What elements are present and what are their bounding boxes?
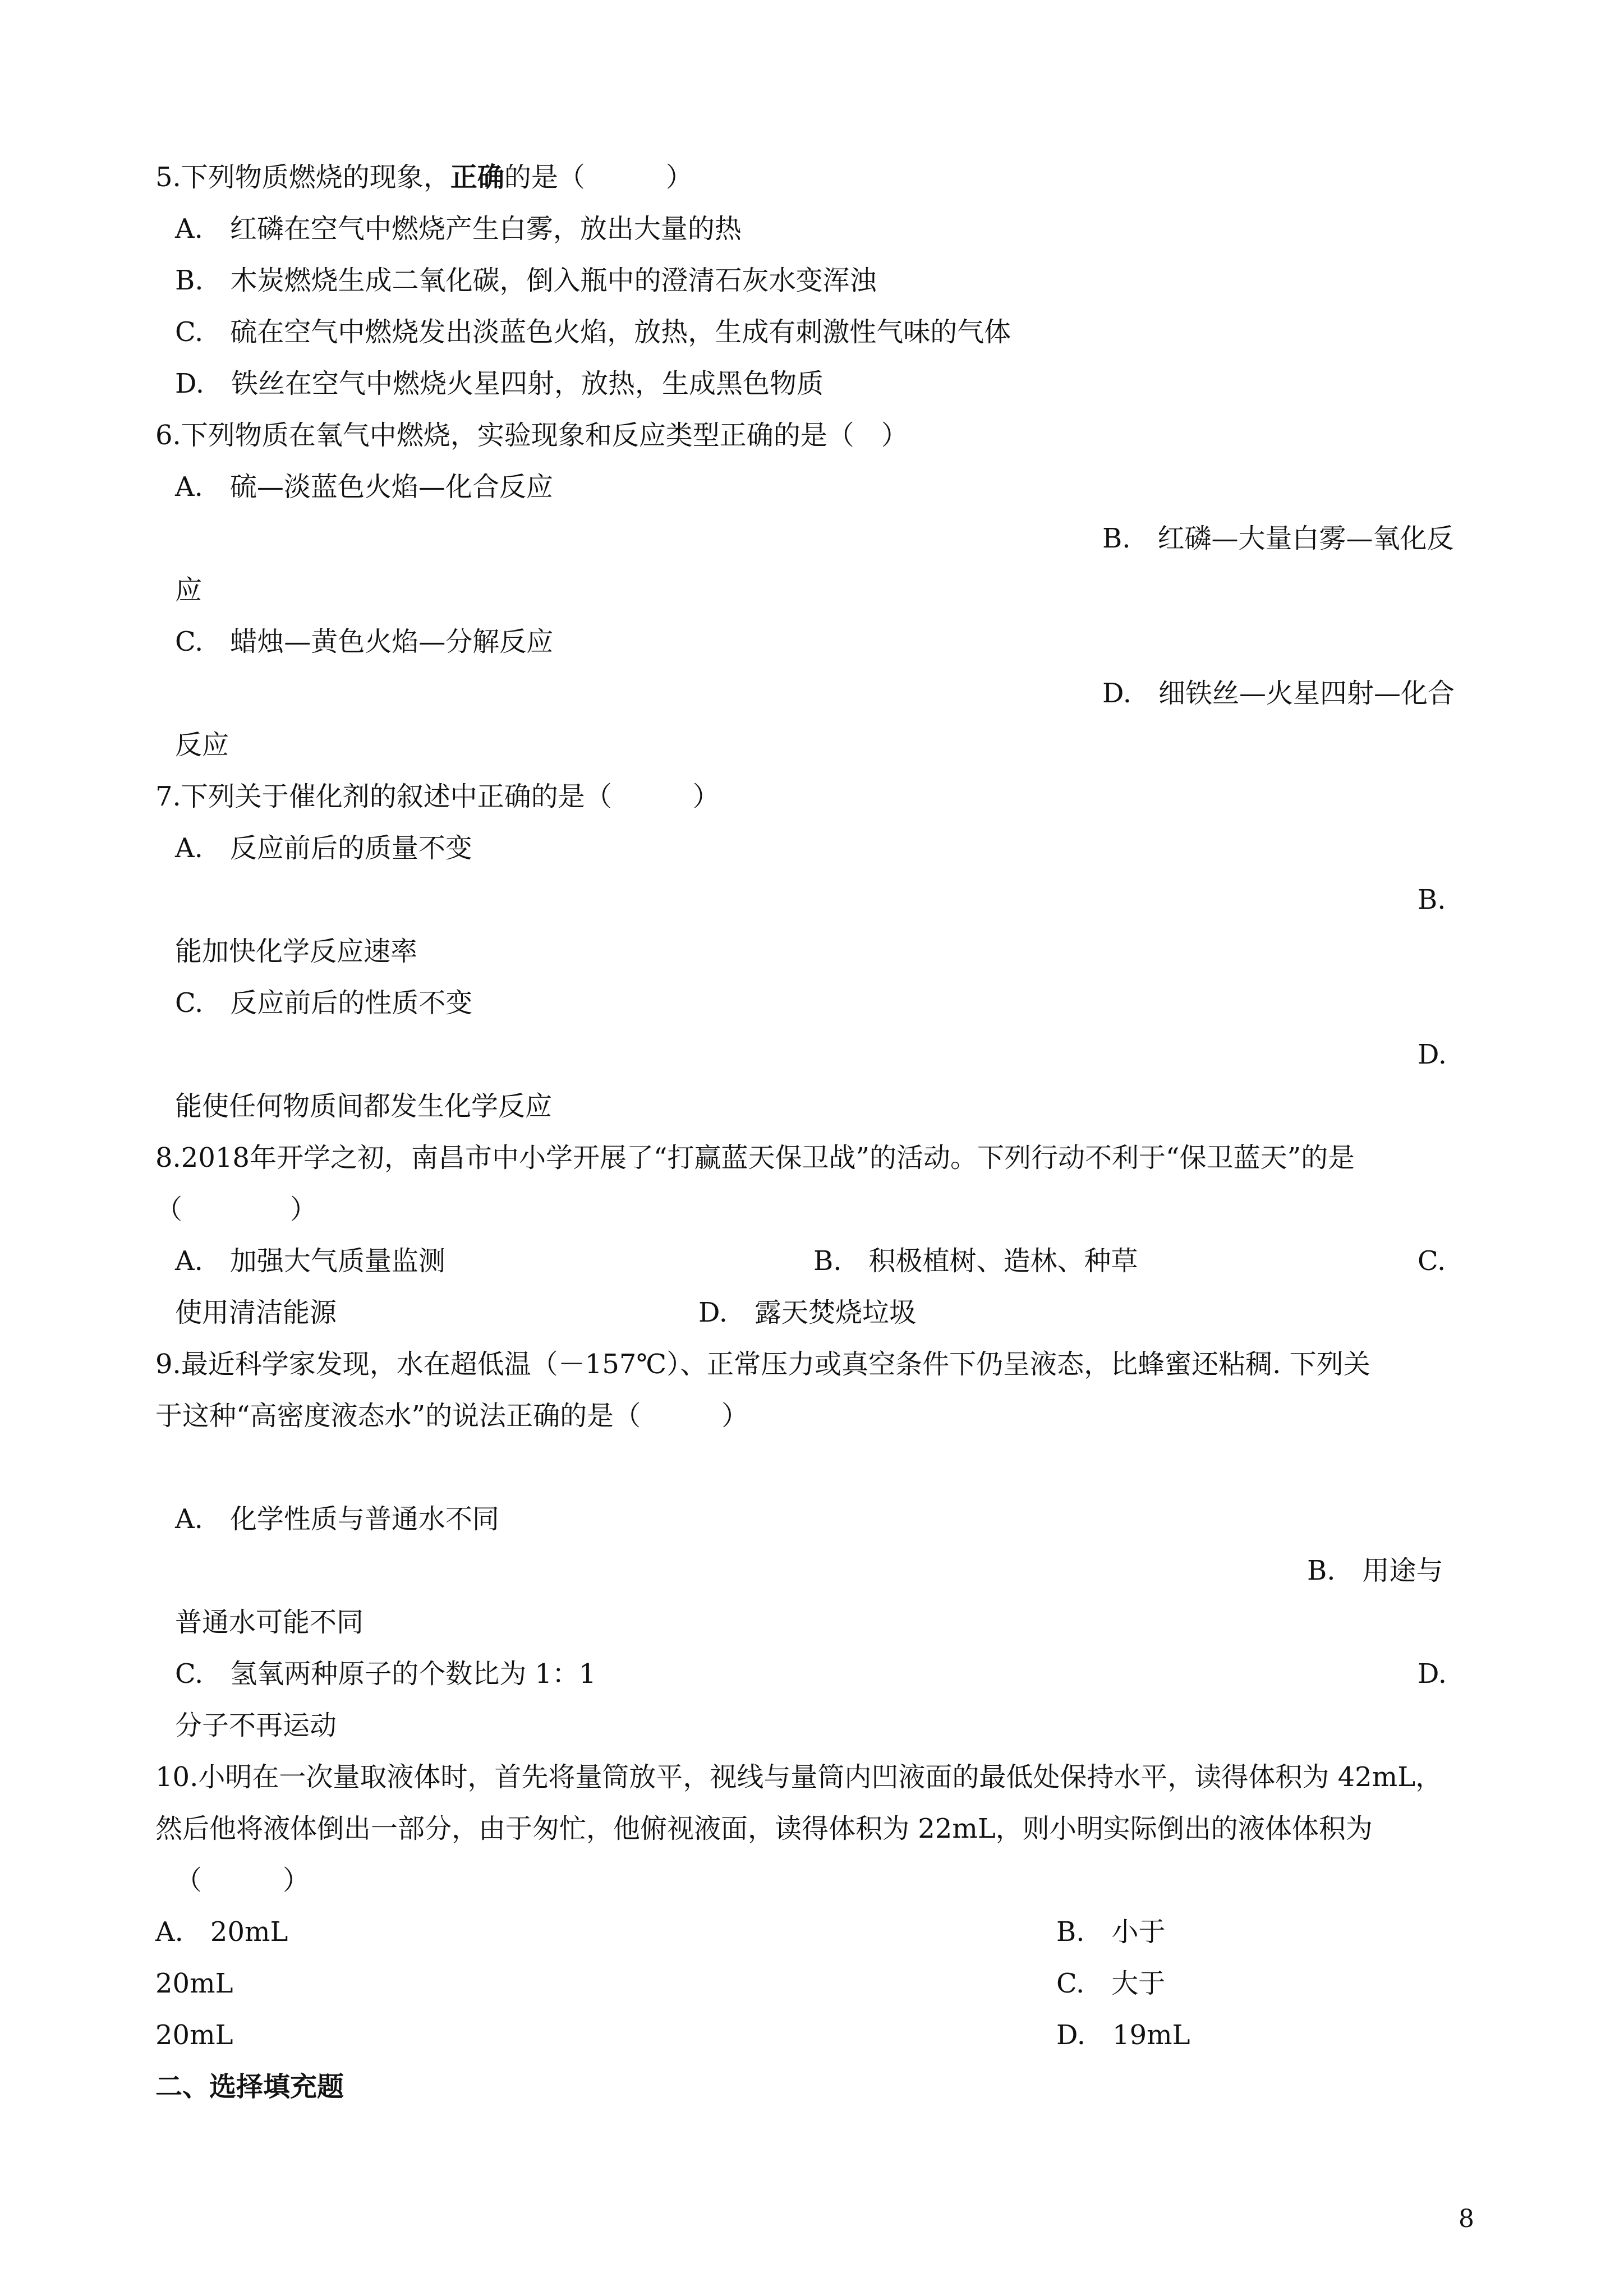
q5-stem-text: 5.下列物质燃烧的现象， [155, 162, 450, 193]
q7-option-b-letter: B. [1418, 884, 1446, 915]
q5-option-c: C. 硫在空气中燃烧发出淡蓝色火焰，放热，生成有刺激性气味的气体 [175, 316, 1011, 348]
q6-option-b-wrap: 应 [175, 574, 203, 606]
q6-option-b: B. 红磷—大量白雾—氧化反 [1102, 523, 1454, 554]
q10-answer-paren: （ ） [175, 1865, 310, 1896]
q7-option-d: 能使任何物质间都发生化学反应 [175, 1091, 553, 1122]
q9-option-b-wrap: 普通水可能不同 [175, 1607, 364, 1638]
q6-option-c: C. 蜡烛—黄色火焰—分解反应 [175, 626, 554, 657]
q9-option-b: B. 用途与 [1307, 1555, 1443, 1586]
q8-option-a: A. 加强大气质量监测 [175, 1245, 445, 1277]
q10-option-c: C. 大于 [1056, 1968, 1166, 1999]
q5-option-d: D. 铁丝在空气中燃烧火星四射，放热，生成黑色物质 [175, 368, 824, 399]
q9-option-d: 分子不再运动 [175, 1710, 337, 1741]
question-7-stem: 7.下列关于催化剂的叙述中正确的是（ ） [155, 781, 720, 812]
q8-option-c-letter: C. [1418, 1245, 1446, 1277]
question-5-stem [155, 160, 693, 194]
page-number: 8 [1459, 2205, 1474, 2233]
q7-option-a: A. 反应前后的质量不变 [175, 832, 472, 864]
q10-option-b-wrap: 20mL [155, 1968, 233, 1999]
question-8-stem: 8.2018年开学之初，南昌市中小学开展了“打赢蓝天保卫战”的活动。下列行动不利于“保卫蓝天”的是 [155, 1142, 1355, 1174]
question-10-stem-line2: 然后他将液体倒出一部分，由于匆忙，他俯视液面，读得体积为 22mL，则小明实际倒出的液体体积为 [155, 1813, 1373, 1844]
q7-option-c: C. 反应前后的性质不变 [175, 987, 473, 1019]
q6-option-d-wrap: 反应 [175, 729, 229, 761]
question-9-stem-line1: 9.最近科学家发现，水在超低温（－157℃）、正常压力或真空条件下仍呈液态，比蜂蜜还粘稠. 下列关 [155, 1349, 1370, 1380]
q8-option-b: B. 积极植树、造林、种草 [813, 1245, 1138, 1277]
q10-option-d: D. 19mL [1056, 2019, 1190, 2051]
question-10-stem-line1: 10.小明在一次量取液体时，首先将量筒放平，视线与量筒内凹液面的最低处保持水平，读得体积为 42mL， [155, 1761, 1443, 1793]
q5-option-a: A. 红磷在空气中燃烧产生白雾，放出大量的热 [175, 213, 742, 245]
q9-option-d-letter: D. [1418, 1658, 1447, 1690]
q5-option-b: B. 木炭燃烧生成二氧化碳，倒入瓶中的澄清石灰水变浑浊 [175, 265, 877, 296]
question-9-stem-line2: 于这种“高密度液态水”的说法正确的是（ ） [155, 1400, 749, 1432]
q9-option-c: C. 氢氧两种原子的个数比为 1：1 [175, 1658, 596, 1690]
q9-option-a: A. 化学性质与普通水不同 [175, 1503, 499, 1535]
q8-option-d: D. 露天焚烧垃圾 [698, 1297, 917, 1328]
q8-answer-paren: （ ） [155, 1194, 318, 1225]
section-title: 二、选择填充题 [155, 2071, 344, 2102]
q8-option-c: 使用清洁能源 [175, 1297, 337, 1328]
q6-option-a: A. 硫—淡蓝色火焰—化合反应 [175, 471, 553, 503]
q10-option-c-wrap: 20mL [155, 2019, 233, 2051]
q7-option-b: 能加快化学反应速率 [175, 936, 418, 967]
q7-option-d-letter: D. [1418, 1039, 1447, 1070]
question-6-stem: 6.下列物质在氧气中燃烧，实验现象和反应类型正确的是（ ） [155, 420, 908, 451]
q10-option-a: A. 20mL [155, 1916, 288, 1948]
q5-stem-tail: 的是（ ） [504, 162, 693, 193]
q6-option-d: D. 细铁丝—火星四射—化合 [1102, 678, 1455, 709]
q5-stem-bold: 正确 [450, 162, 504, 193]
q10-option-b: B. 小于 [1056, 1916, 1166, 1948]
